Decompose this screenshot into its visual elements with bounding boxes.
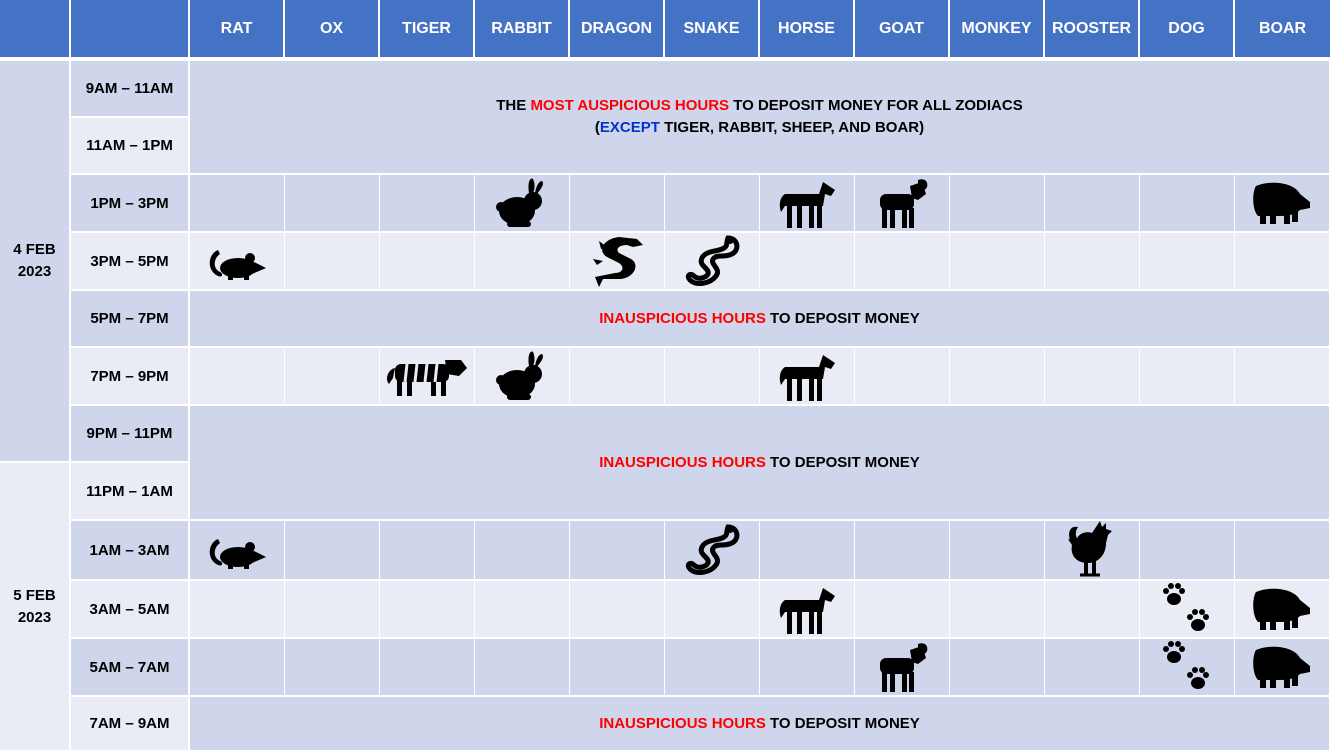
zodiac-cell	[475, 175, 570, 233]
empty-cell	[760, 233, 855, 291]
header-rat: RAT	[190, 0, 285, 61]
horse-icon	[760, 349, 854, 403]
zodiac-cell	[570, 233, 665, 291]
empty-cell	[1045, 175, 1140, 233]
empty-cell	[1235, 233, 1330, 291]
table-row	[0, 521, 1330, 581]
rat-icon	[190, 529, 284, 571]
time-cell: 11PM – 1AM	[71, 463, 190, 521]
table-row	[0, 406, 1330, 463]
boar-icon	[1235, 180, 1329, 226]
zodiac-cell	[1140, 639, 1235, 697]
header-goat: GOAT	[855, 0, 950, 61]
paw-prints-icon	[1140, 581, 1234, 637]
time-cell: 9PM – 11PM	[71, 406, 190, 463]
zodiac-cell	[1140, 581, 1235, 639]
date-year: 2023	[17, 263, 52, 280]
table-row	[0, 61, 1330, 118]
banner-text: TIGER, RABBIT, SHEEP, AND BOAR)	[659, 119, 925, 136]
zodiac-cell	[190, 521, 285, 581]
empty-cell	[570, 348, 665, 406]
empty-cell	[1140, 233, 1235, 291]
empty-cell	[570, 521, 665, 581]
boar-icon	[1235, 644, 1329, 690]
header-rooster: ROOSTER	[1045, 0, 1140, 61]
goat-icon	[855, 176, 949, 230]
banner-highlight: INAUSPICIOUS HOURS	[599, 453, 766, 471]
goat-icon	[855, 640, 949, 694]
empty-cell	[380, 639, 475, 697]
table-row	[0, 639, 1330, 697]
empty-cell	[380, 521, 475, 581]
zodiac-cell	[1045, 521, 1140, 581]
table-row	[0, 233, 1330, 291]
inauspicious-banner	[190, 291, 1330, 348]
empty-cell	[665, 639, 760, 697]
empty-cell	[475, 521, 570, 581]
zodiac-cell	[855, 639, 950, 697]
horse-icon	[760, 176, 854, 230]
banner-text: TO DEPOSIT MONEY FOR ALL ZODIACS	[729, 97, 1023, 114]
time-cell: 7AM – 9AM	[71, 697, 190, 752]
header-tiger: TIGER	[380, 0, 475, 61]
empty-cell	[855, 233, 950, 291]
header-monkey: MONKEY	[950, 0, 1045, 61]
empty-cell	[855, 348, 950, 406]
zodiac-cell	[760, 348, 855, 406]
empty-cell	[760, 521, 855, 581]
zodiac-cell	[1235, 581, 1330, 639]
empty-cell	[285, 175, 380, 233]
table-row	[0, 175, 1330, 233]
empty-cell	[1140, 521, 1235, 581]
boar-icon	[1235, 586, 1329, 632]
paw-prints-icon	[1140, 639, 1234, 695]
empty-cell	[380, 233, 475, 291]
inauspicious-banner	[190, 697, 1330, 752]
banner-text: TO DEPOSIT MONEY	[765, 714, 920, 732]
zodiac-cell	[1235, 639, 1330, 697]
inauspicious-banner	[190, 406, 1330, 521]
zodiac-cell	[190, 233, 285, 291]
tiger-icon	[380, 354, 474, 398]
zodiac-cell	[1235, 175, 1330, 233]
empty-cell	[1045, 639, 1140, 697]
zodiac-cell	[760, 581, 855, 639]
date-cell-5feb	[0, 463, 71, 752]
empty-cell	[1235, 521, 1330, 581]
empty-cell	[1045, 233, 1140, 291]
empty-cell	[855, 521, 950, 581]
time-cell: 5AM – 7AM	[71, 639, 190, 697]
empty-cell	[380, 581, 475, 639]
time-cell: 1PM – 3PM	[71, 175, 190, 233]
empty-cell	[190, 581, 285, 639]
zodiac-cell	[475, 348, 570, 406]
auspicious-banner	[190, 61, 1330, 175]
header-corner	[0, 0, 71, 61]
header-dragon: DRAGON	[570, 0, 665, 61]
time-cell: 7PM – 9PM	[71, 348, 190, 406]
header-time	[71, 0, 190, 61]
banner-highlight: INAUSPICIOUS HOURS	[599, 714, 766, 732]
banner-text: TO DEPOSIT MONEY	[765, 309, 920, 327]
empty-cell	[1140, 348, 1235, 406]
header-boar: BOAR	[1235, 0, 1330, 61]
snake-icon	[665, 523, 759, 577]
banner-except: EXCEPT	[599, 119, 660, 136]
empty-cell	[285, 639, 380, 697]
empty-cell	[665, 348, 760, 406]
empty-cell	[475, 639, 570, 697]
zodiac-cell	[760, 175, 855, 233]
empty-cell	[285, 521, 380, 581]
zodiac-cell	[855, 175, 950, 233]
date-year: 2023	[17, 608, 52, 626]
zodiac-cell	[665, 521, 760, 581]
header-horse: HORSE	[760, 0, 855, 61]
header-ox: OX	[285, 0, 380, 61]
snake-icon	[665, 234, 759, 288]
empty-cell	[570, 581, 665, 639]
date-cell-4feb	[0, 61, 71, 463]
empty-cell	[1045, 348, 1140, 406]
empty-cell	[950, 581, 1045, 639]
empty-cell	[380, 175, 475, 233]
empty-cell	[475, 233, 570, 291]
banner-highlight: MOST AUSPICIOUS HOURS	[530, 97, 730, 114]
header-dog: DOG	[1140, 0, 1235, 61]
rabbit-icon	[475, 350, 569, 402]
banner-highlight: INAUSPICIOUS HOURS	[599, 309, 766, 327]
time-cell: 1AM – 3AM	[71, 521, 190, 581]
date-day: 4 FEB	[13, 241, 56, 258]
empty-cell	[570, 175, 665, 233]
banner-text: (	[594, 119, 600, 136]
empty-cell	[855, 581, 950, 639]
rooster-icon	[1045, 521, 1139, 579]
time-cell: 3PM – 5PM	[71, 233, 190, 291]
time-cell: 3AM – 5AM	[71, 581, 190, 639]
header-snake: SNAKE	[665, 0, 760, 61]
zodiac-cell	[380, 348, 475, 406]
empty-cell	[190, 175, 285, 233]
empty-cell	[950, 348, 1045, 406]
banner-text: TO DEPOSIT MONEY	[765, 453, 920, 471]
empty-cell	[665, 175, 760, 233]
time-cell: 11AM – 1PM	[71, 118, 190, 175]
banner-text: THE	[496, 97, 531, 114]
empty-cell	[285, 581, 380, 639]
table-row	[0, 348, 1330, 406]
table-row	[0, 697, 1330, 752]
header-rabbit: RABBIT	[475, 0, 570, 61]
empty-cell	[190, 639, 285, 697]
empty-cell	[475, 581, 570, 639]
empty-cell	[1140, 175, 1235, 233]
empty-cell	[1235, 348, 1330, 406]
rat-icon	[190, 240, 284, 282]
empty-cell	[950, 233, 1045, 291]
table-row	[0, 581, 1330, 639]
horse-icon	[760, 582, 854, 636]
time-cell: 9AM – 11AM	[71, 61, 190, 118]
rabbit-icon	[475, 177, 569, 229]
empty-cell	[665, 581, 760, 639]
date-day: 5 FEB	[13, 586, 56, 604]
empty-cell	[760, 639, 855, 697]
empty-cell	[950, 175, 1045, 233]
empty-cell	[1045, 581, 1140, 639]
dragon-icon	[570, 233, 664, 289]
empty-cell	[285, 348, 380, 406]
empty-cell	[285, 233, 380, 291]
time-cell: 5PM – 7PM	[71, 291, 190, 348]
empty-cell	[190, 348, 285, 406]
empty-cell	[950, 521, 1045, 581]
table-row	[0, 291, 1330, 348]
zodiac-cell	[665, 233, 760, 291]
empty-cell	[950, 639, 1045, 697]
header-row	[0, 0, 1330, 61]
empty-cell	[570, 639, 665, 697]
